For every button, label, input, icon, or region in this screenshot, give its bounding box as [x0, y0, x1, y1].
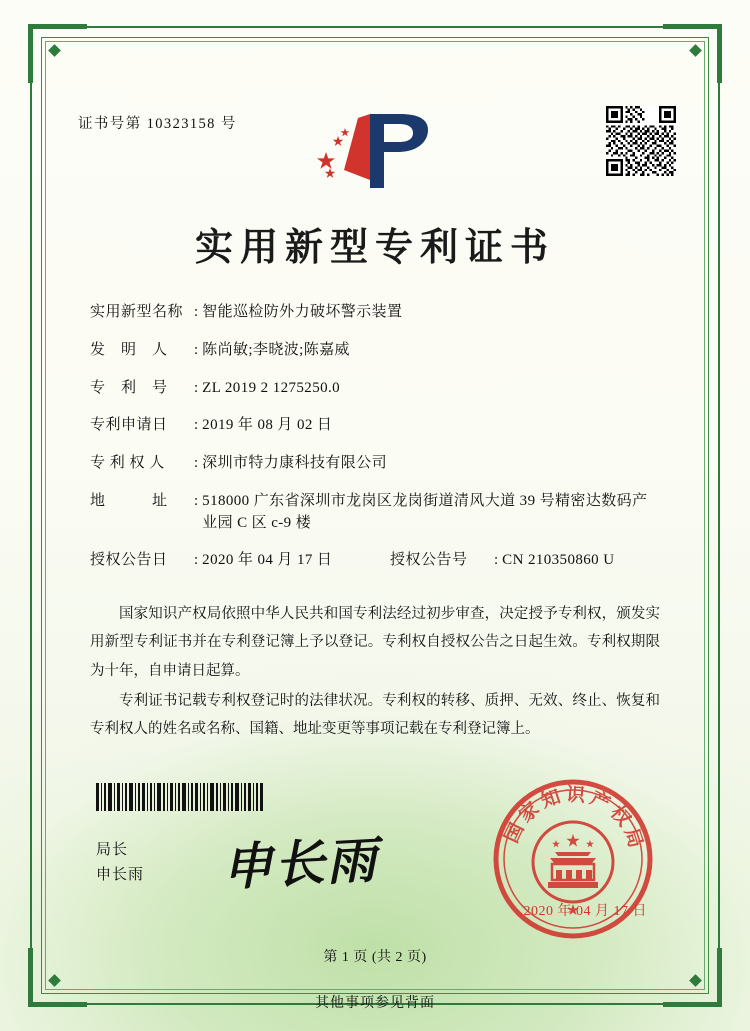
- field-value: 2019 年 08 月 02 日: [202, 417, 333, 434]
- field-row-utility-model-name: [90, 302, 660, 324]
- certificate-number: 证书号第 10323158 号: [78, 116, 237, 132]
- field-value: 陈尚敏;李晓波;陈嘉威: [202, 341, 350, 358]
- page-title: 实用新型专利证书: [194, 227, 555, 269]
- cnipa-logo-icon: [300, 108, 450, 194]
- field-row-application-date: [90, 415, 660, 437]
- handwritten-signature: 申长雨: [220, 831, 380, 897]
- svg-text:国家知识产权局: 国家知识产权局: [501, 784, 648, 855]
- field-colon: :: [494, 552, 499, 569]
- field-row-address: [90, 491, 660, 535]
- field-label: 授权公告号: [390, 552, 468, 569]
- field-value: 518000 广东省深圳市龙岗区龙岗街道清风大道 39 号精密达数码产业园 C 区 c-9 楼: [202, 492, 648, 531]
- legal-paragraph-1: 国家知识产权局依照中华人民共和国专利法经过初步审查，决定授予专利权，颁发实用新型专利证书并在专利登记簿上予以登记。专利权自授权公告之日起生效。专利权期限为十年，自申请日起算。: [90, 606, 660, 679]
- seal-date: 2020 年 04 月 17 日: [523, 904, 647, 919]
- field-colon: :: [194, 304, 199, 320]
- field-row-grant-info: [90, 550, 660, 572]
- field-colon: :: [194, 341, 199, 358]
- field-row-patent-number: [90, 378, 660, 400]
- field-label: 地 址: [90, 492, 168, 509]
- legal-text: [90, 600, 660, 745]
- field-value: 智能巡检防外力破坏警示装置: [202, 304, 403, 320]
- page-number: 第 1 页 (共 2 页): [323, 950, 427, 965]
- legal-paragraph-2: 专利证书记载专利权登记时的法律状况。专利权的转移、质押、无效、终止、恢复和专利权人的姓名或名称、国籍、地址变更等事项记载在专利登记簿上。: [90, 692, 660, 738]
- footer-note: 其他事项参见背面: [315, 996, 435, 1011]
- field-colon: :: [194, 379, 199, 396]
- field-label: 专利申请日: [90, 417, 168, 434]
- field-label: 实用新型名称: [90, 304, 184, 320]
- field-colon: :: [194, 552, 199, 569]
- field-value: 深圳市特力康科技有限公司: [202, 455, 387, 471]
- field-row-inventors: [90, 340, 660, 362]
- field-colon: :: [194, 417, 199, 434]
- grant-number-group: [390, 550, 660, 572]
- field-colon: :: [194, 492, 199, 509]
- field-label: 专 利 号: [90, 379, 168, 396]
- field-value: 2020 年 04 月 17 日: [202, 552, 333, 569]
- field-colon: :: [194, 455, 199, 471]
- grant-date-group: [90, 550, 390, 572]
- field-value: CN 210350860 U: [502, 552, 615, 569]
- field-label: 发 明 人: [90, 341, 168, 358]
- signatory-block: [96, 838, 144, 888]
- field-row-patentee: [90, 453, 660, 475]
- field-value: ZL 2019 2 1275250.0: [202, 379, 341, 396]
- qr-code-icon: [606, 106, 676, 176]
- barcode-icon: [96, 783, 264, 811]
- signatory-name: 申长雨: [96, 866, 145, 883]
- field-label: 专 利 权 人: [90, 455, 165, 471]
- field-label: 授权公告日: [90, 552, 168, 569]
- signatory-title: 局长: [96, 842, 129, 858]
- certificate-fields: [90, 302, 660, 588]
